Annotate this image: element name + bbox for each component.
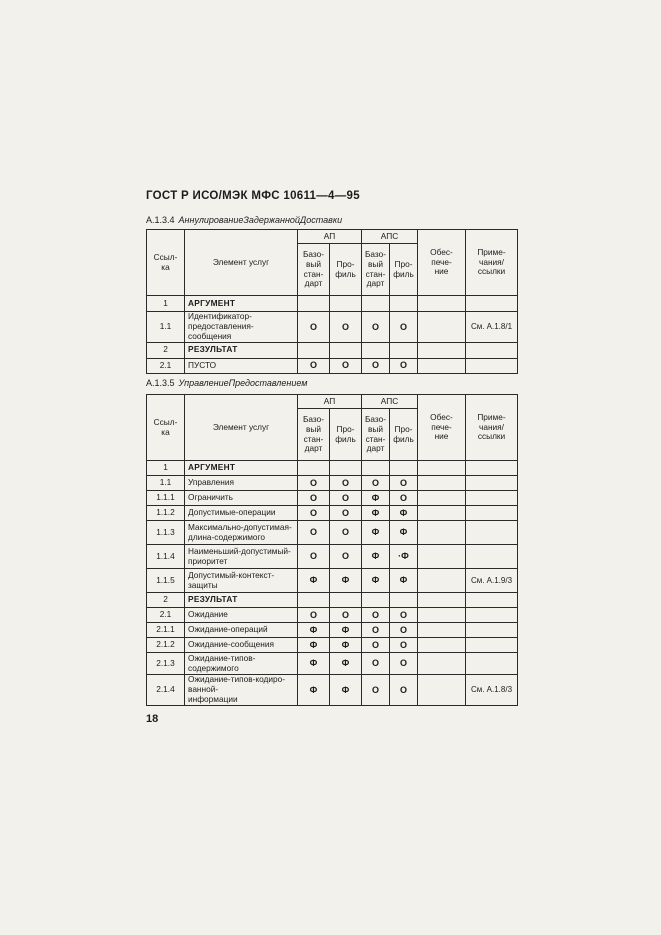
row-notes bbox=[466, 476, 518, 491]
row-element: РЕЗУЛЬТАТ bbox=[185, 342, 298, 358]
row-aps-base: О bbox=[362, 638, 390, 653]
row-ap-base: О bbox=[298, 545, 330, 569]
row-ap-base: Ф bbox=[298, 623, 330, 638]
table-row bbox=[147, 569, 518, 593]
row-aps-base: О bbox=[362, 312, 390, 343]
row-ref: 1.1 bbox=[147, 312, 185, 343]
row-ref: 2.1.1 bbox=[147, 623, 185, 638]
row-element: Управления bbox=[185, 476, 298, 491]
row-ref: 1.1.5 bbox=[147, 569, 185, 593]
row-support bbox=[418, 638, 466, 653]
row-support bbox=[418, 545, 466, 569]
row-ap-base bbox=[298, 342, 330, 358]
column-header-support: Обес- пече- ние bbox=[418, 230, 466, 296]
table-row bbox=[147, 608, 518, 623]
section-number: А.1.3.5 bbox=[146, 378, 175, 388]
row-support bbox=[418, 675, 466, 706]
row-aps-base bbox=[362, 461, 390, 476]
table-row bbox=[147, 545, 518, 569]
row-ap-base: Ф bbox=[298, 569, 330, 593]
row-ap-base: О bbox=[298, 608, 330, 623]
row-notes: См. А.1.9/3 bbox=[466, 569, 518, 593]
row-element: Ожидание-типов- содержимого bbox=[185, 653, 298, 675]
row-ref: 1 bbox=[147, 461, 185, 476]
table-row bbox=[147, 476, 518, 491]
row-notes bbox=[466, 461, 518, 476]
table-header-row bbox=[147, 395, 518, 409]
row-aps-profile: О bbox=[390, 358, 418, 373]
row-support bbox=[418, 358, 466, 373]
row-notes bbox=[466, 358, 518, 373]
column-header-ap: АП bbox=[298, 395, 362, 409]
row-support bbox=[418, 491, 466, 506]
table-row bbox=[147, 675, 518, 706]
section-title-a1-3-5 bbox=[146, 378, 307, 388]
row-aps-base: Ф bbox=[362, 545, 390, 569]
column-header-notes: Приме- чания/ ссылки bbox=[466, 395, 518, 461]
row-support bbox=[418, 296, 466, 312]
row-ap-base: Ф bbox=[298, 675, 330, 706]
row-aps-base: О bbox=[362, 608, 390, 623]
row-aps-profile: Ф bbox=[390, 506, 418, 521]
row-ap-profile: Ф bbox=[330, 675, 362, 706]
column-header-aps-profile: Про- филь bbox=[390, 244, 418, 296]
row-ref: 1 bbox=[147, 296, 185, 312]
row-aps-profile: О bbox=[390, 675, 418, 706]
row-aps-profile bbox=[390, 342, 418, 358]
row-aps-base: О bbox=[362, 653, 390, 675]
row-notes: См. А.1.8/3 bbox=[466, 675, 518, 706]
row-ap-profile bbox=[330, 593, 362, 608]
row-support bbox=[418, 608, 466, 623]
row-ap-profile: Ф bbox=[330, 623, 362, 638]
row-ap-profile: Ф bbox=[330, 653, 362, 675]
row-aps-base bbox=[362, 296, 390, 312]
row-aps-profile: О bbox=[390, 608, 418, 623]
table-row bbox=[147, 638, 518, 653]
row-notes bbox=[466, 623, 518, 638]
row-notes bbox=[466, 491, 518, 506]
row-ap-profile: О bbox=[330, 312, 362, 343]
row-ap-base: О bbox=[298, 491, 330, 506]
row-element: Ожидание bbox=[185, 608, 298, 623]
table-row bbox=[147, 593, 518, 608]
row-aps-profile: ·Ф bbox=[390, 545, 418, 569]
row-ap-profile bbox=[330, 342, 362, 358]
section-number: А.1.3.4 bbox=[146, 215, 175, 225]
row-element: ПУСТО bbox=[185, 358, 298, 373]
row-notes bbox=[466, 296, 518, 312]
service-elements-table-2 bbox=[146, 394, 518, 706]
column-header-ap-base: Базо- вый стан- дарт bbox=[298, 244, 330, 296]
row-element: Допустимый-контекст- защиты bbox=[185, 569, 298, 593]
column-header-aps: АПС bbox=[362, 395, 418, 409]
table-row bbox=[147, 296, 518, 312]
row-aps-base: Ф bbox=[362, 506, 390, 521]
row-support bbox=[418, 506, 466, 521]
column-header-aps-profile: Про- филь bbox=[390, 409, 418, 461]
page-number: 18 bbox=[146, 713, 159, 725]
table-row bbox=[147, 461, 518, 476]
row-element: Ожидание-сообщения bbox=[185, 638, 298, 653]
table-row bbox=[147, 358, 518, 373]
row-notes bbox=[466, 638, 518, 653]
section-name: АннулированиеЗадержаннойДоставки bbox=[178, 215, 343, 225]
row-element: Допустимые-операции bbox=[185, 506, 298, 521]
row-ref: 2.1 bbox=[147, 608, 185, 623]
row-element: Ожидание-типов-кодиро- ванной- информации bbox=[185, 675, 298, 706]
row-element: Ограничить bbox=[185, 491, 298, 506]
row-ref: 1.1.3 bbox=[147, 521, 185, 545]
row-notes bbox=[466, 342, 518, 358]
row-element: РЕЗУЛЬТАТ bbox=[185, 593, 298, 608]
row-aps-profile: О bbox=[390, 476, 418, 491]
row-notes bbox=[466, 506, 518, 521]
section-title-a1-3-4 bbox=[146, 215, 342, 225]
row-support bbox=[418, 312, 466, 343]
table-row bbox=[147, 653, 518, 675]
column-header-ap-profile: Про- филь bbox=[330, 409, 362, 461]
row-notes bbox=[466, 608, 518, 623]
row-ap-base: О bbox=[298, 506, 330, 521]
column-header-ap-base: Базо- вый стан- дарт bbox=[298, 409, 330, 461]
row-ap-profile: О bbox=[330, 506, 362, 521]
row-ap-profile: О bbox=[330, 608, 362, 623]
column-header-element: Элемент услуг bbox=[185, 395, 298, 461]
row-aps-profile: О bbox=[390, 491, 418, 506]
row-aps-profile: Ф bbox=[390, 569, 418, 593]
row-element: АРГУМЕНТ bbox=[185, 461, 298, 476]
row-ap-profile: О bbox=[330, 491, 362, 506]
row-aps-profile bbox=[390, 296, 418, 312]
column-header-aps-base: Базо- вый стан- дарт bbox=[362, 409, 390, 461]
column-header-ap: АП bbox=[298, 230, 362, 244]
row-aps-base: Ф bbox=[362, 521, 390, 545]
row-aps-base: О bbox=[362, 358, 390, 373]
table-row bbox=[147, 312, 518, 343]
row-aps-base bbox=[362, 342, 390, 358]
row-ap-base: Ф bbox=[298, 638, 330, 653]
table-header-row bbox=[147, 230, 518, 244]
row-aps-base: О bbox=[362, 675, 390, 706]
row-aps-profile: О bbox=[390, 623, 418, 638]
row-element: Ожидание-операций bbox=[185, 623, 298, 638]
row-ref: 1.1.2 bbox=[147, 506, 185, 521]
row-ap-profile: О bbox=[330, 476, 362, 491]
row-support bbox=[418, 593, 466, 608]
row-ap-base: Ф bbox=[298, 653, 330, 675]
row-ap-base bbox=[298, 461, 330, 476]
row-aps-base: О bbox=[362, 476, 390, 491]
row-ap-profile bbox=[330, 296, 362, 312]
row-ref: 2.1 bbox=[147, 358, 185, 373]
row-aps-profile: Ф bbox=[390, 521, 418, 545]
row-ref: 1.1.1 bbox=[147, 491, 185, 506]
page-header: ГОСТ Р ИСО/МЭК МФС 10611—4—95 bbox=[146, 190, 360, 202]
row-aps-profile: О bbox=[390, 653, 418, 675]
table-row bbox=[147, 623, 518, 638]
column-header-ref: Ссыл- ка bbox=[147, 395, 185, 461]
row-aps-base bbox=[362, 593, 390, 608]
row-ap-profile: О bbox=[330, 521, 362, 545]
row-ref: 2.1.4 bbox=[147, 675, 185, 706]
row-ref: 2 bbox=[147, 342, 185, 358]
column-header-support: Обес- пече- ние bbox=[418, 395, 466, 461]
row-notes: См. А.1.8/1 bbox=[466, 312, 518, 343]
row-support bbox=[418, 653, 466, 675]
row-ap-profile: Ф bbox=[330, 638, 362, 653]
column-header-element: Элемент услуг bbox=[185, 230, 298, 296]
column-header-notes: Приме- чания/ ссылки bbox=[466, 230, 518, 296]
row-ap-profile bbox=[330, 461, 362, 476]
table-row bbox=[147, 506, 518, 521]
row-support bbox=[418, 461, 466, 476]
row-notes bbox=[466, 653, 518, 675]
column-header-ref: Ссыл- ка bbox=[147, 230, 185, 296]
row-notes bbox=[466, 545, 518, 569]
row-element: Максимально-допустимая- длина-содержимого bbox=[185, 521, 298, 545]
column-header-ap-profile: Про- филь bbox=[330, 244, 362, 296]
row-ref: 2 bbox=[147, 593, 185, 608]
row-ref: 2.1.3 bbox=[147, 653, 185, 675]
row-element: Идентификатор- предоставления-сообщения bbox=[185, 312, 298, 343]
row-support bbox=[418, 476, 466, 491]
column-header-aps-base: Базо- вый стан- дарт bbox=[362, 244, 390, 296]
table-row bbox=[147, 342, 518, 358]
table-row bbox=[147, 521, 518, 545]
row-element: Наименьший-допустимый- приоритет bbox=[185, 545, 298, 569]
row-aps-profile bbox=[390, 461, 418, 476]
row-ref: 1.1.4 bbox=[147, 545, 185, 569]
row-aps-base: Ф bbox=[362, 491, 390, 506]
row-ap-profile: Ф bbox=[330, 569, 362, 593]
table-row bbox=[147, 491, 518, 506]
row-ap-base: О bbox=[298, 521, 330, 545]
row-support bbox=[418, 569, 466, 593]
row-aps-profile: О bbox=[390, 638, 418, 653]
row-notes bbox=[466, 593, 518, 608]
row-ap-base: О bbox=[298, 358, 330, 373]
row-aps-profile: О bbox=[390, 312, 418, 343]
row-ref: 2.1.2 bbox=[147, 638, 185, 653]
row-ap-base bbox=[298, 296, 330, 312]
row-ap-base: О bbox=[298, 476, 330, 491]
row-ap-profile: О bbox=[330, 358, 362, 373]
row-aps-profile bbox=[390, 593, 418, 608]
row-ap-profile: О bbox=[330, 545, 362, 569]
row-support bbox=[418, 623, 466, 638]
row-ap-base: О bbox=[298, 312, 330, 343]
row-ap-base bbox=[298, 593, 330, 608]
service-elements-table-1 bbox=[146, 229, 518, 374]
row-notes bbox=[466, 521, 518, 545]
row-aps-base: О bbox=[362, 623, 390, 638]
row-support bbox=[418, 342, 466, 358]
row-aps-base: Ф bbox=[362, 569, 390, 593]
row-ref: 1.1 bbox=[147, 476, 185, 491]
section-name: УправлениеПредоставлением bbox=[178, 378, 308, 388]
column-header-aps: АПС bbox=[362, 230, 418, 244]
row-support bbox=[418, 521, 466, 545]
row-element: АРГУМЕНТ bbox=[185, 296, 298, 312]
